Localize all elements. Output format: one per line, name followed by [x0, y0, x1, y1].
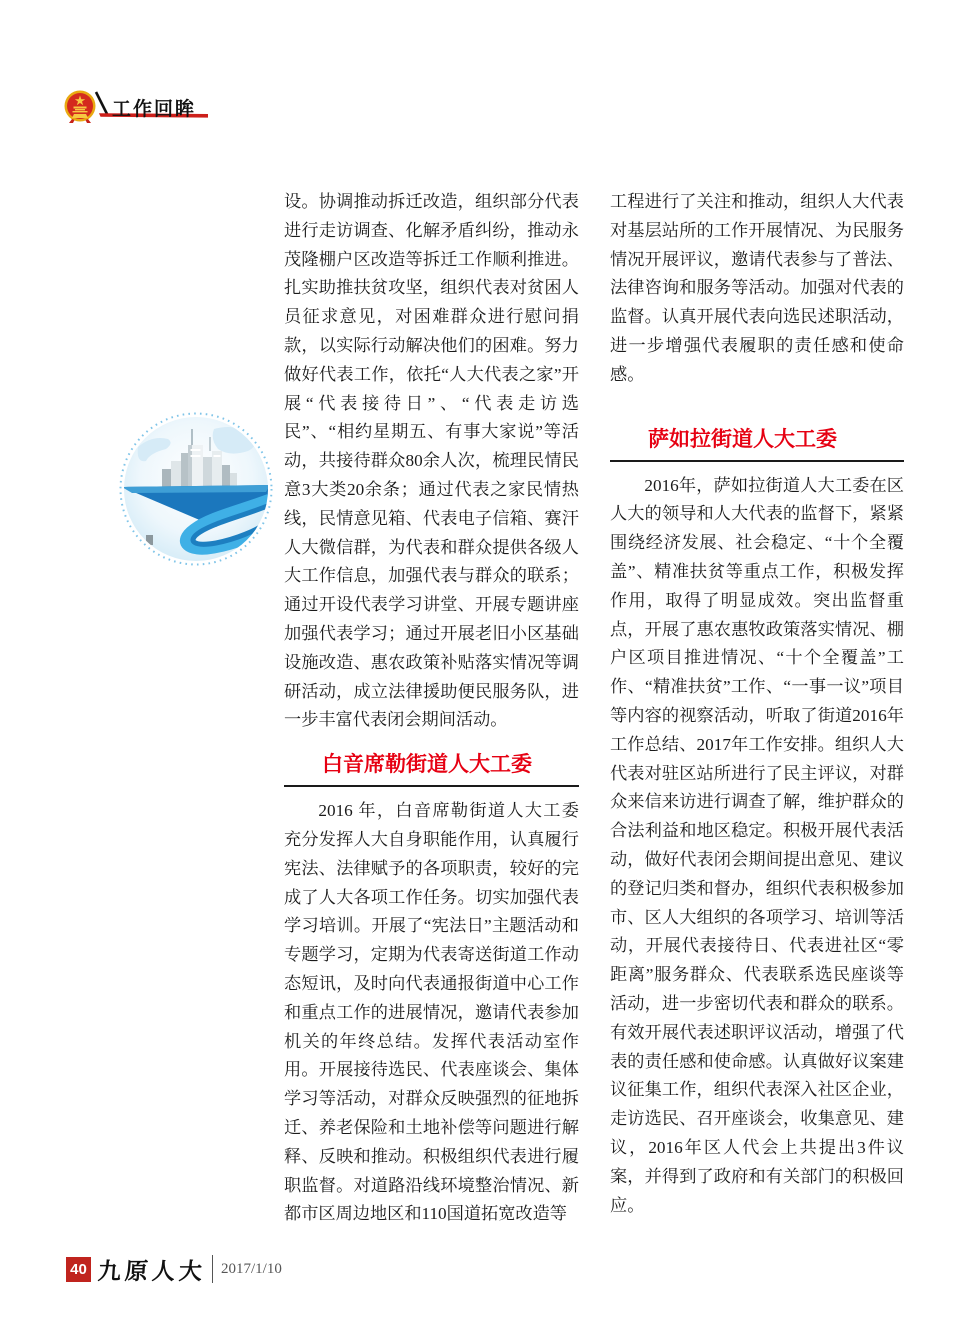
left-column [284, 188, 579, 1248]
paragraph-body: 2016 年，白音席勒街道人大工委充分发挥人大自身职能作用，认真履行宪法、法律赋予的各项职责，较好的完成了人大各项工作任务。切实加强代表学习培训。开展了“宪法日”主题活动和专题学习，定期为代表寄送街道工作动态短讯，及时向代表通报街道中心工作和重点工作的进展情况，邀请代表参加机关的年终总结。发挥代表活动室作用。开展接待选民、代表座谈会、集体学习等活动，对群众反映强烈的征地拆迁、养老保险和土地补偿等问题进行解释、反映和推动。积极组织代表进行履职监督。对道路沿线环境整治情况、新都市区周边地区和110国道拓宽改造等 [284, 801, 579, 1224]
issue-date: 2017/1/10 [221, 1260, 282, 1277]
page-number-badge: 40 [66, 1257, 91, 1282]
paragraph-body: 2016年，萨如拉街道人大工委在区人大的领导和人大代表的监督下，紧紧围绕经济发展、社会稳定、“十个全覆盖”、精准扶贫等重点工作，积极发挥作用，取得了明显成效。突出监督重点，开展了惠农惠牧政策落实情况、棚户区项目推进情况、“十个全覆盖”工作、“精准扶贫”工作、“一事一议”项目等内容的视察活动，听取了街道2016年工作总结、2017年工作安排。组织人大代表对驻区站所进行了民主评议，对群众来信来访进行调查了解，维护群众的合法利益和地区稳定。积极开展代表活动，做好代表闭会期间提出意见、建议的登记归类和督办，组织代表积极参加市、区人大组织的各项学习、培训等活动，开展代表接待日、代表进社区“零距离”服务群众、代表联系选民座谈等活动，进一步密切代表和群众的联系。有效开展代表述职评议活动，增强了代表的责任感和使命感。认真做好议案建议征集工作，组织代表深入社区企业，走访选民、召开座谈会，收集意见、建议，2016年区人代会上共提出3件议案，并得到了政府和有关部门的积极回应。 [610, 475, 904, 1215]
publication-name: 九原人大 [96, 1258, 207, 1284]
section-title: 工作回眸 [112, 99, 197, 120]
heading-sarula-committee: 萨如拉街道人大工委 [648, 427, 837, 451]
right-column [610, 188, 904, 1248]
heading-baiyinxile-committee: 白音席勒街道人大工委 [322, 753, 532, 777]
heading-rule [284, 785, 579, 787]
footer-divider [212, 1255, 213, 1283]
globe-city-illustration [118, 407, 274, 573]
heading-rule [610, 460, 904, 462]
paragraph-continued: 设。协调推动拆迁改造，组织部分代表进行走访调查、化解矛盾纠纷，推动永茂隆棚户区改造等拆迁工作顺利推进。扎实助推扶贫攻坚，组织代表对贫困人员征求意见，对困难群众进行慰问捐款，以实际行动解决他们的困难。努力做好代表工作，依托“人大代表之家”开展“代表接待日”、“代表走访选民”、“相约星期五、有事大家说”等活动，共接待群众80余人次，梳理民情民意3大类20余条；通过代表之家民情热线，民情意见箱、代表电子信箱、赛汗人大微信群，为代表和群众提供各级人大工作信息，加强代表与群众的联系；通过开设代表学习讲堂、开展专题讲座加强代表学习；通过开展老旧小区基础设施改造、惠农政策补贴落实情况等调研活动，成立法律援助便民服务队，进一步丰富代表闭会期间活动。 [284, 192, 579, 730]
paragraph-continued: 工程进行了关注和推动，组织人大代表对基层站所的工作开展情况、为民服务情况开展评议，邀请代表参与了普法、法律咨询和服务等活动。加强对代表的监督。认真开展代表向选民述职活动，进一步增强代表履职的责任感和使命感。 [610, 192, 904, 384]
page-footer [66, 1254, 282, 1284]
